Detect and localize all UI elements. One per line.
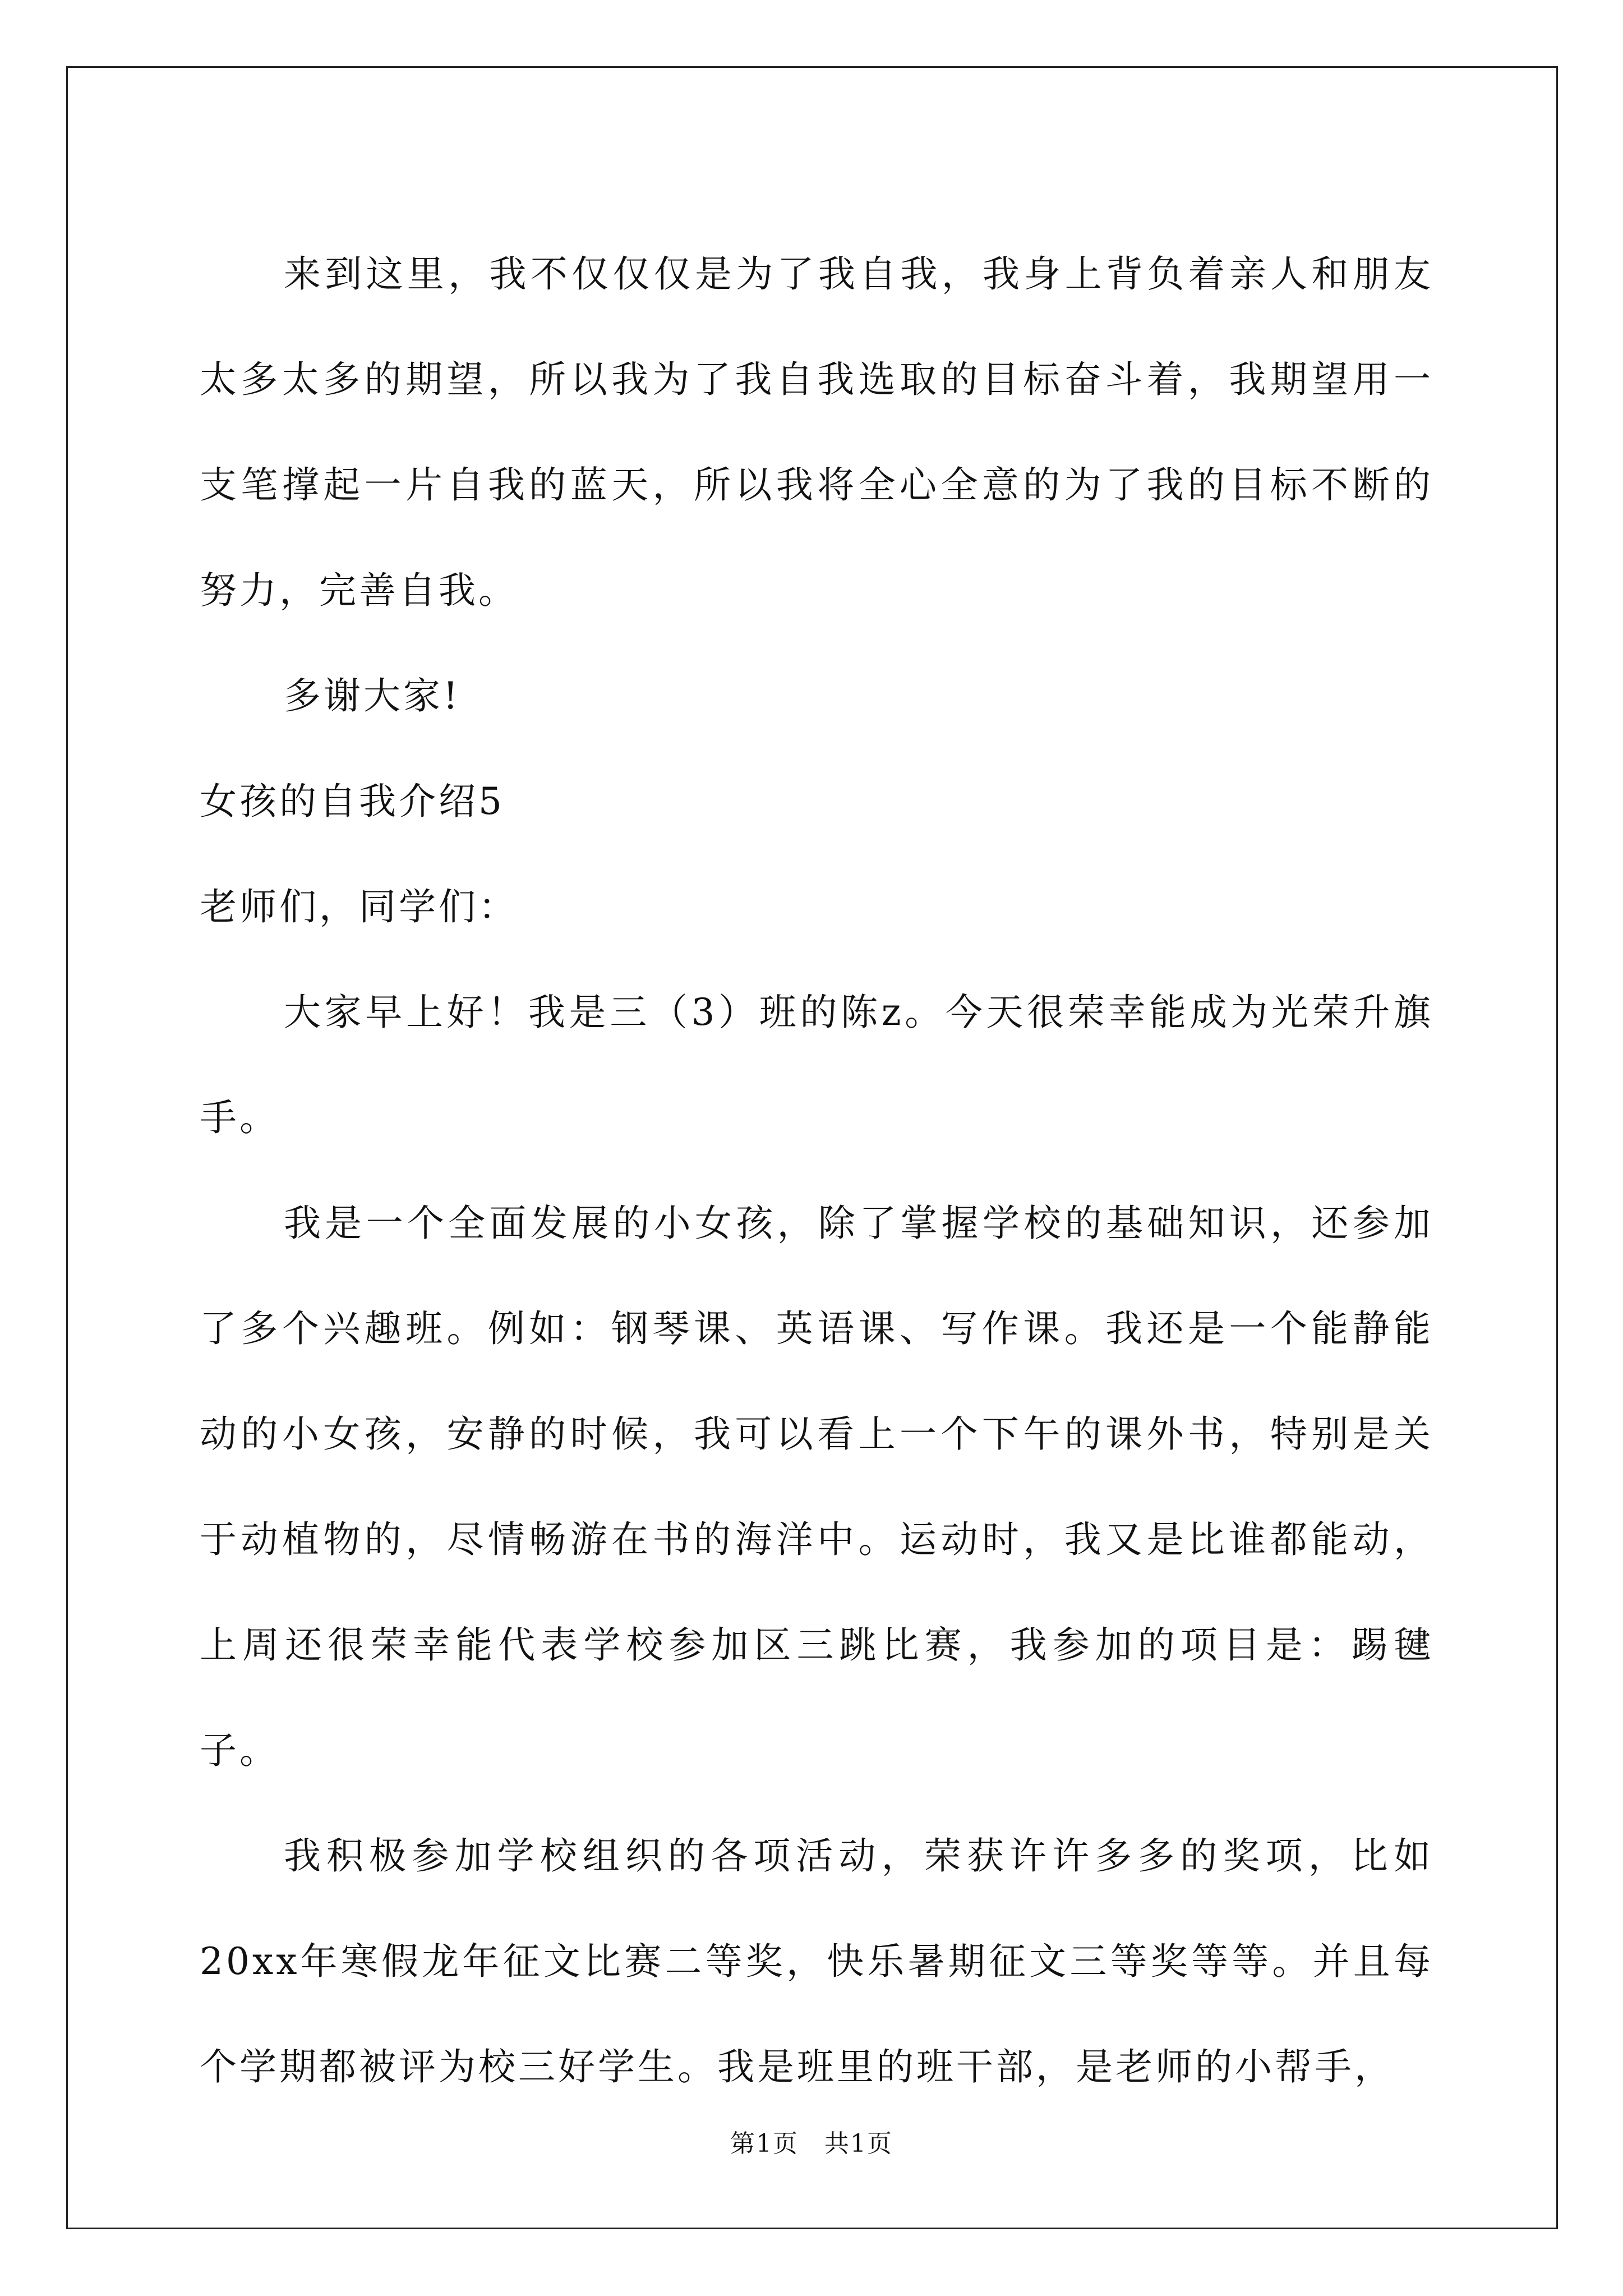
salutation: 老师们，同学们： bbox=[200, 885, 518, 928]
page-number-footer: 第1页 共1页 bbox=[730, 2129, 893, 2158]
document-body bbox=[200, 222, 1433, 2120]
paragraph-greeting: 大家早上好！我是三（3）班的陈z。今天很荣幸能成为光荣升旗手。 bbox=[200, 991, 1433, 1139]
section-heading: 女孩的自我介绍5 bbox=[200, 780, 505, 823]
paragraph-thanks: 多谢大家! bbox=[284, 674, 461, 717]
paragraph-awards: 我积极参加学校组织的各项活动，荣获许许多多的奖项，比如20xx年寒假龙年征文比赛二等奖，快乐暑期征文三等奖等等。并且每个学期都被评为校三好学生。我是班里的班干部，是老师的小帮手， bbox=[200, 1834, 1433, 2088]
paragraph-1: 来到这里，我不仅仅仅是为了我自我，我身上背负着亲人和朋友太多太多的期望，所以我为了我自我选取的目标奋斗着，我期望用一支笔撑起一片自我的蓝天，所以我将全心全意的为了我的目标不断的努力，完善自我。 bbox=[200, 252, 1433, 612]
paragraph-hobbies: 我是一个全面发展的小女孩，除了掌握学校的基础知识，还参加了多个兴趣班。例如：钢琴课、英语课、写作课。我还是一个能静能动的小女孩，安静的时候，我可以看上一个下午的课外书，特别是关于动植物的，尽情畅游在书的海洋中。运动时，我又是比谁都能动，上周还很荣幸能代表学校参加区三跳比赛，我参加的项目是：踢毽子。 bbox=[200, 1202, 1433, 1772]
